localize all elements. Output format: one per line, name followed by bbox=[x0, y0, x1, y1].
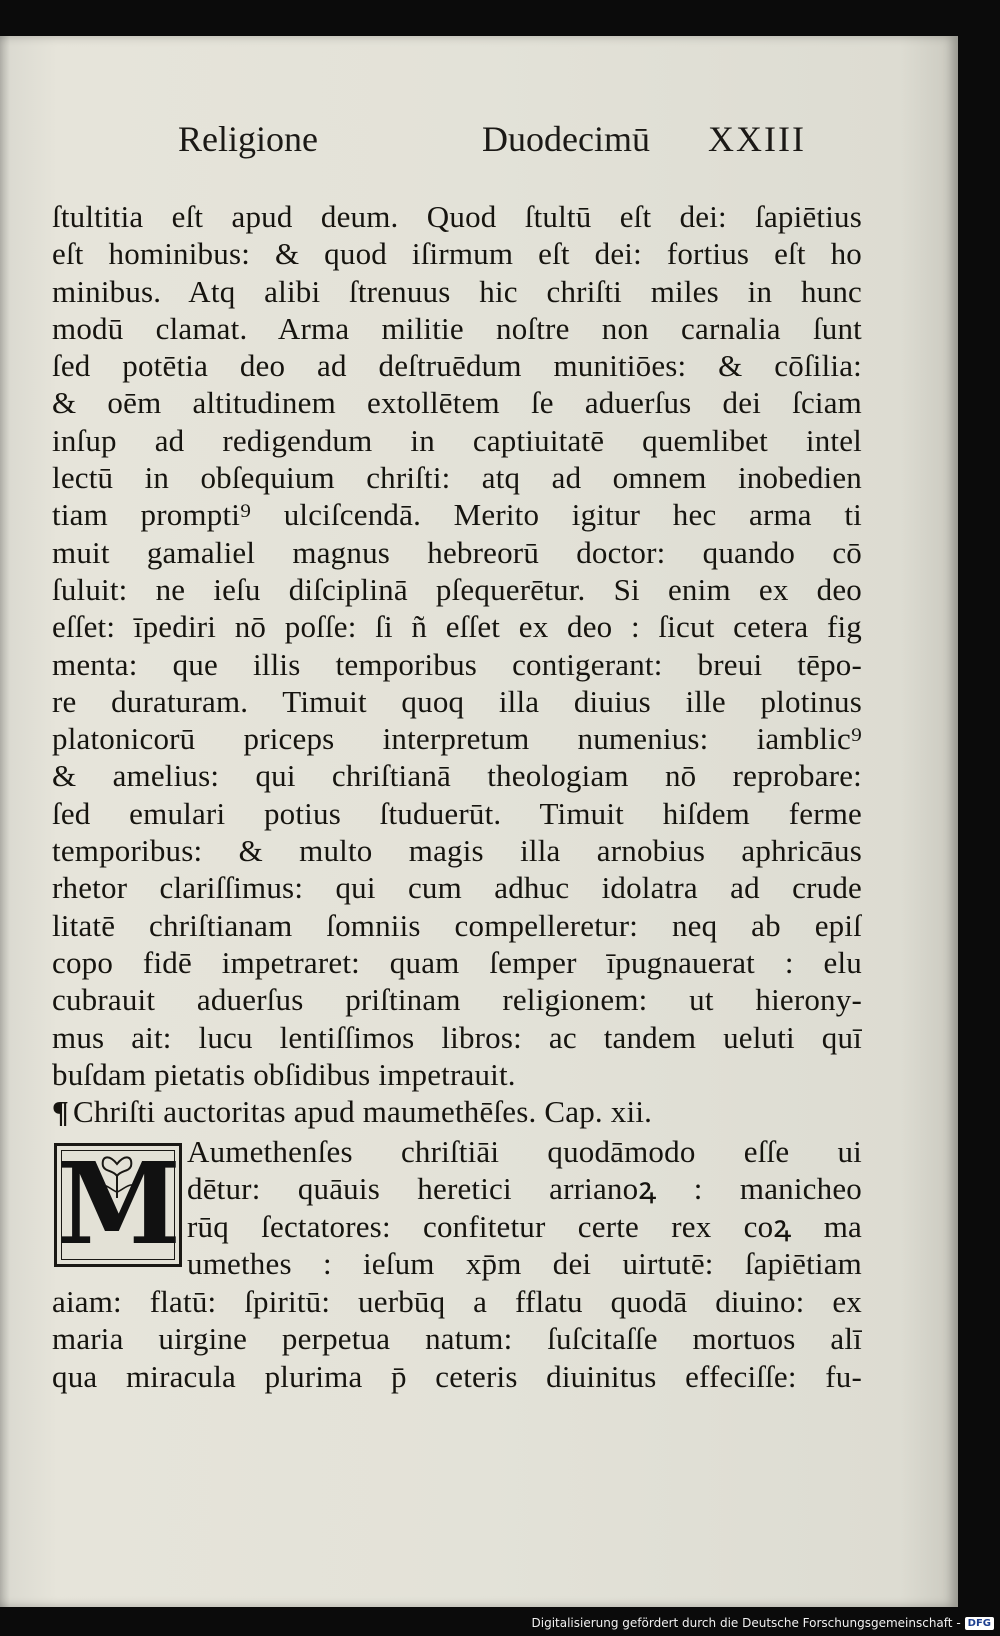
running-header bbox=[0, 118, 958, 168]
initial-letter: M bbox=[57, 1139, 182, 1271]
text-line: temporibus: & multo magis illa arnobius aphricāus bbox=[52, 833, 862, 869]
text-line: qua miracula plurima p̄ ceteris diuinitus effeciſſe: fu- bbox=[52, 1358, 862, 1394]
text-line: muit gamaliel magnus hebreorū doctor: quando cō bbox=[52, 534, 862, 570]
text-line: Aumethenſes chriſtiāi quodāmodo eſſe ui bbox=[187, 1134, 862, 1170]
pilcrow-mark: ¶ bbox=[52, 1094, 69, 1130]
text-line: modū clamat. Arma militie noſtre non carnalia ſunt bbox=[52, 310, 862, 346]
lines-beside-initial bbox=[187, 1133, 862, 1282]
credit-text: Digitalisierung gefördert durch die Deutsche Forschungsgemeinschaft - bbox=[531, 1616, 961, 1630]
chapter-title: Chriſti auctoritas apud maumethēſes. Cap. xii. bbox=[72, 1094, 653, 1130]
header-middle: Duodecimū bbox=[482, 119, 650, 159]
decorated-initial bbox=[54, 1139, 182, 1271]
text-line: umethes : ieſum xp̄m dei uirtutē: ſapiētiam bbox=[187, 1246, 862, 1282]
paragraph-1 bbox=[52, 198, 862, 1093]
chapter-heading bbox=[52, 1093, 862, 1133]
text-line: litatē chriſtianam ſomniis compelleretur: neq ab epiſ bbox=[52, 907, 862, 943]
text-line: ſuluit: ne ieſu diſciplinā pſequerētur. Si enim ex deo bbox=[52, 571, 862, 607]
text-line: menta: que illis temporibus contigerant: breui tēpo- bbox=[52, 646, 862, 682]
text-line: eſt hominibus: & quod iſirmum eſt dei: fortius eſt ho bbox=[52, 236, 862, 272]
text-line: & amelius: qui chriſtianā theologiam nō reprobare: bbox=[52, 758, 862, 794]
text-line: copo fidē impetraret: quam ſemper īpugnauerat : elu bbox=[52, 944, 862, 980]
book-page bbox=[0, 36, 958, 1607]
folio-number: XXIII bbox=[708, 119, 806, 159]
text-line: platonicorū priceps interpretum numenius: iamblic⁹ bbox=[52, 721, 862, 757]
text-line: minibus. Atq alibi ſtrenuus hic chriſti miles in hunc bbox=[52, 273, 862, 309]
text-line: ſtultitia eſt apud deum. Quod ſtultū eſt dei: ſapiētius bbox=[52, 199, 862, 234]
text-line: rhetor clariſſimus: qui cum adhuc idolatra ad crude bbox=[52, 870, 862, 906]
text-line: cubrauit aduerſus priſtinam religionem: ut hierony- bbox=[52, 982, 862, 1018]
text-line: buſdam pietatis obſidibus impetrauit. bbox=[52, 1056, 516, 1092]
text-line: aiam: flatū: ſpiritū: uerbūq a fflatu quodā diuino: ex bbox=[52, 1284, 862, 1320]
dfg-logo: DFG bbox=[965, 1617, 994, 1630]
header-left: Religione bbox=[178, 119, 318, 159]
text-line: ſed potētia deo ad deſtruēdum munitiōes: & cōſilia: bbox=[52, 348, 862, 384]
text-line: mus ait: lucu lentiſſimos libros: ac tandem ueluti quī bbox=[52, 1019, 862, 1055]
text-line: rūq ſectatores: confitetur certe rex coꝝ ma bbox=[187, 1208, 862, 1244]
text-line: & oēm altitudinem extollētem ſe aduerſus dei ſciam bbox=[52, 385, 862, 421]
text-line: maria uirgine perpetua natum: ſuſcitaſſe mortuos alī bbox=[52, 1321, 862, 1357]
text-line: tiam prompti⁹ ulciſcendā. Merito igitur hec arma ti bbox=[52, 497, 862, 533]
text-line: lectū in obſequium chriſti: atq ad omnem inobedien bbox=[52, 460, 862, 496]
body-text bbox=[52, 198, 862, 1395]
text-line: inſup ad redigendum in captiuitatē quemlibet intel bbox=[52, 422, 862, 458]
paragraph-2-opening bbox=[52, 1133, 862, 1357]
text-line: ſed emulari potius ſtuduerūt. Timuit hiſdem ferme bbox=[52, 795, 862, 831]
digitization-credit bbox=[532, 1612, 995, 1634]
text-line: dētur: quāuis heretici arrianoꝝ : manicheo bbox=[187, 1171, 862, 1207]
text-line: re duraturam. Timuit quoq illa diuius ille plotinus bbox=[52, 683, 862, 719]
text-line: eſſet: īpediri nō poſſe: ſi ñ eſſet ex deo : ſicut cetera fig bbox=[52, 609, 862, 645]
